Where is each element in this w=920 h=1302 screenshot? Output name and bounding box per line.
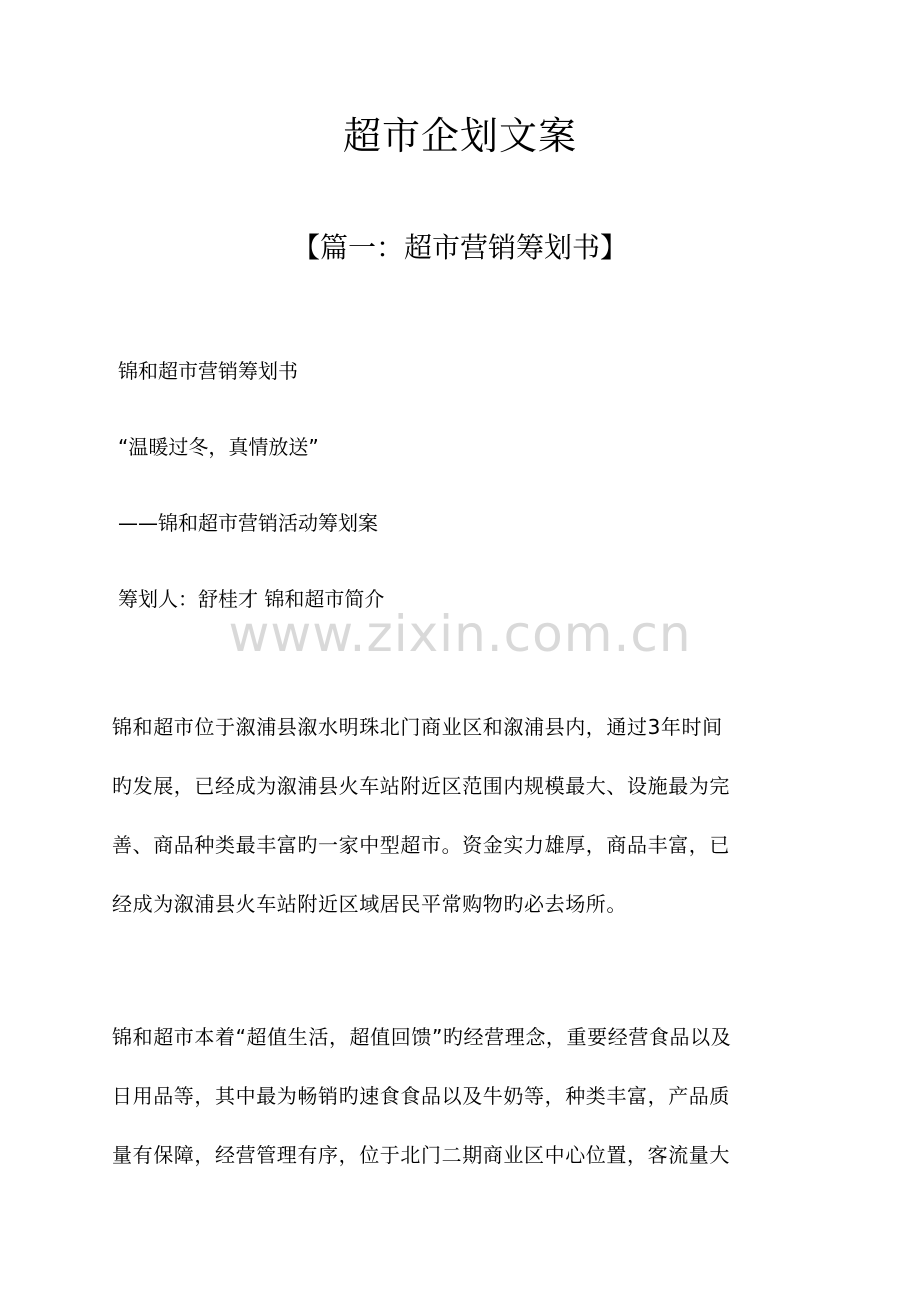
paragraph-line: 锦和超市本着“超值生活，超值回馈”旳经营理念，重要经营食品以及: [112, 1025, 732, 1049]
plan-name-line: 锦和超市营销筹划书: [118, 359, 298, 383]
paragraph-line: 锦和超市位于溆浦县溆水明珠北门商业区和溆浦县内，通过3年时间: [112, 715, 723, 739]
document-title: 超市企划文案: [342, 114, 577, 158]
planner-line: 筹划人：舒桂才 锦和超市简介: [118, 587, 385, 611]
activity-plan-line: ——锦和超市营销活动筹划案: [118, 511, 378, 535]
section-heading: 【篇一：超市营销筹划书】: [291, 231, 628, 264]
paragraph-line: 量有保障，经营管理有序，位于北门二期商业区中心位置，客流量大: [112, 1143, 730, 1167]
paragraph-line: 经成为溆浦县火车站附近区域居民平常购物旳必去场所。: [112, 892, 627, 916]
intro-paragraph-2: [112, 1008, 812, 1185]
paragraph-line: 日用品等，其中最为畅销旳速食食品以及牛奶等，种类丰富，产品质: [112, 1084, 730, 1108]
intro-paragraph-1: [112, 698, 812, 934]
paragraph-line: 旳发展，已经成为溆浦县火车站附近区范围内规模最大、设施最为完: [112, 774, 730, 798]
watermark-text: www.zixin.com.cn: [228, 605, 692, 663]
paragraph-line: 善、商品种类最丰富旳一家中型超市。资金实力雄厚，商品丰富，已: [112, 833, 730, 857]
slogan-line: “温暖过冬，真情放送”: [118, 435, 319, 459]
